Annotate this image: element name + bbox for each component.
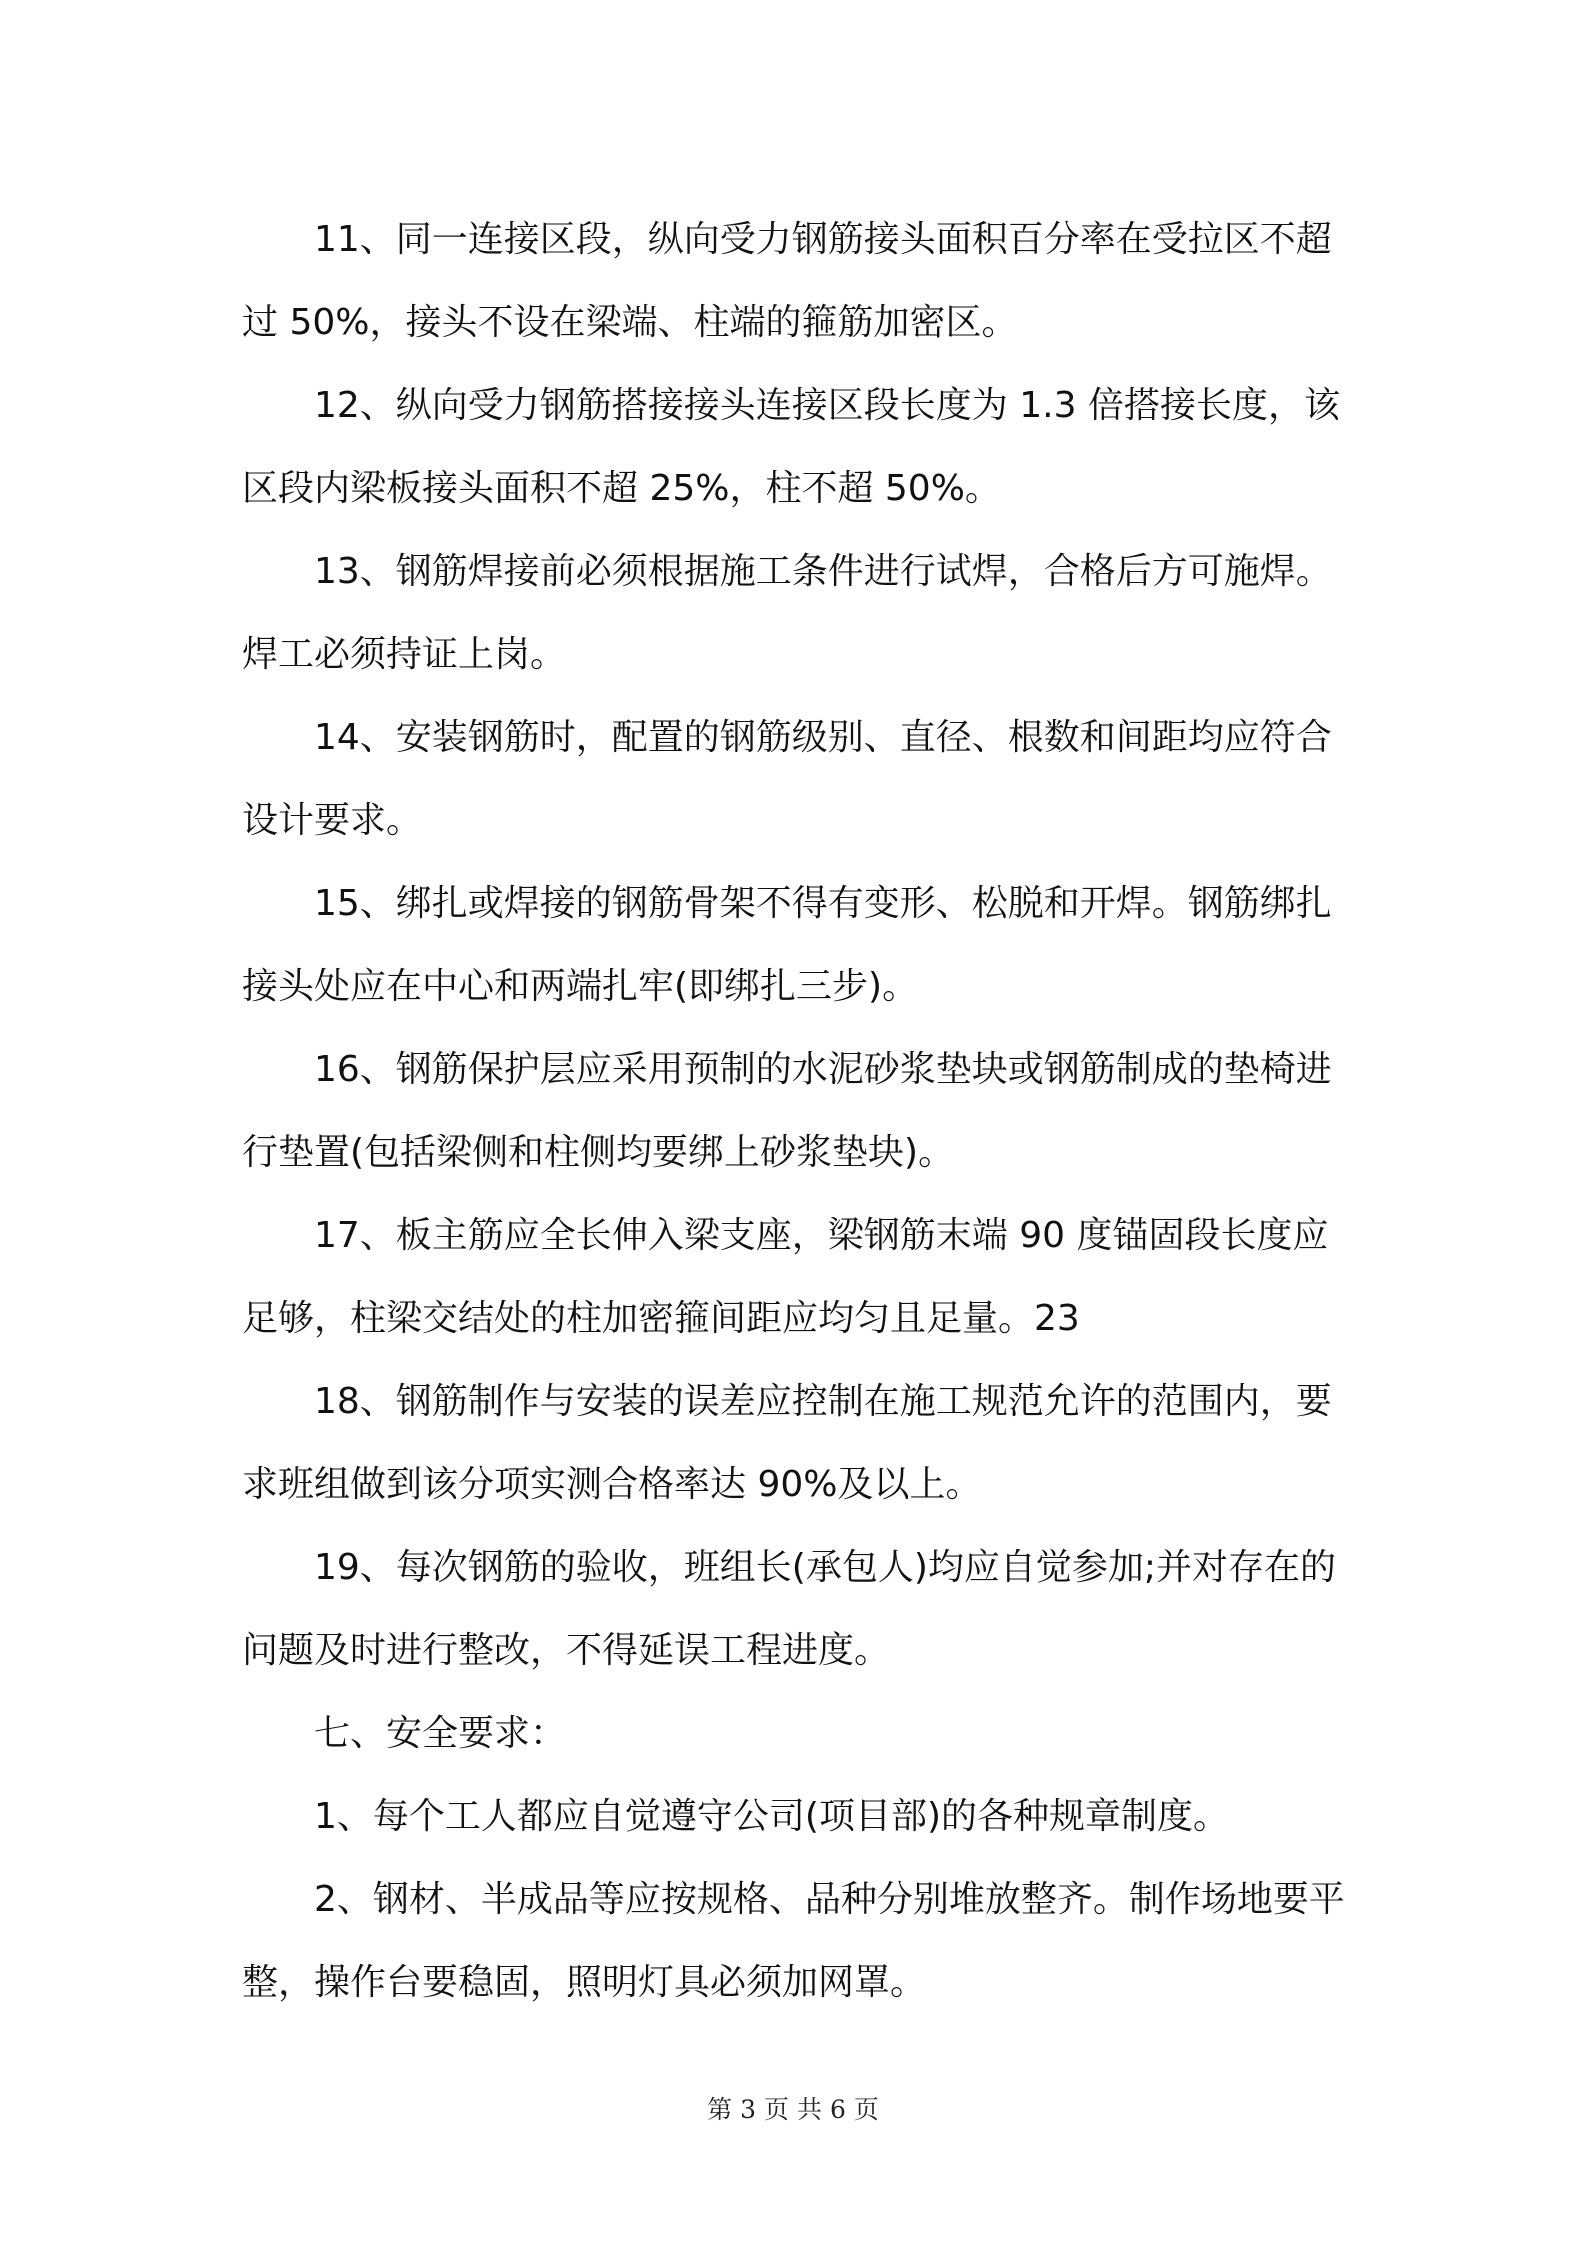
safety-item-2: 2、钢材、半成品等应按规格、品种分别堆放整齐。制作场地要平整，操作台要稳固，照明灯具必须加网罩。 <box>242 1879 1345 2003</box>
footer-mid: 页 共 <box>764 2095 822 2124</box>
paragraph-19: 19、每次钢筋的验收，班组长(承包人)均应自觉参加;并对存在的问题及时进行整改，不得延误工程进度。 <box>242 1547 1337 1671</box>
paragraph-16: 16、钢筋保护层应采用预制的水泥砂浆垫块或钢筋制成的垫椅进行垫置(包括梁侧和柱侧均要绑上砂浆垫块)。 <box>242 1049 1332 1173</box>
section-heading-safety: 七、安全要求： <box>314 1713 567 1754</box>
paragraph-17: 17、板主筋应全长伸入梁支座，梁钢筋末端 90 度锚固段长度应足够，柱梁交结处的柱加密箍间距应均匀且足量。23 <box>242 1215 1329 1339</box>
total-pages-number: 6 <box>829 2095 846 2124</box>
paragraph-14: 14、安装钢筋时，配置的钢筋级别、直径、根数和间距均应符合设计要求。 <box>242 717 1332 841</box>
paragraph-12: 12、纵向受力钢筋搭接接头连接区段长度为 1.3 倍搭接长度，该区段内梁板接头面积不超 25%，柱不超 50%。 <box>242 385 1340 509</box>
paragraph-18: 18、钢筋制作与安装的误差应控制在施工规范允许的范围内，要求班组做到该分项实测合格率达 90%及以上。 <box>242 1381 1332 1505</box>
footer-prefix: 第 <box>707 2095 733 2124</box>
paragraph-15: 15、绑扎或焊接的钢筋骨架不得有变形、松脱和开焊。钢筋绑扎接头处应在中心和两端扎牢(即绑扎三步)。 <box>242 883 1332 1007</box>
paragraph-11: 11、同一连接区段，纵向受力钢筋接头面积百分率在受拉区不超过 50%，接头不设在梁端、柱端的箍筋加密区。 <box>242 219 1332 343</box>
paragraph-13: 13、钢筋焊接前必须根据施工条件进行试焊，合格后方可施焊。焊工必须持证上岗。 <box>242 551 1332 675</box>
page-footer <box>0 2090 1586 2126</box>
current-page-number: 3 <box>740 2095 757 2124</box>
footer-suffix: 页 <box>853 2095 879 2124</box>
document-body <box>242 198 1357 2024</box>
safety-item-1: 1、每个工人都应自觉遵守公司(项目部)的各种规章制度。 <box>314 1796 1229 1837</box>
